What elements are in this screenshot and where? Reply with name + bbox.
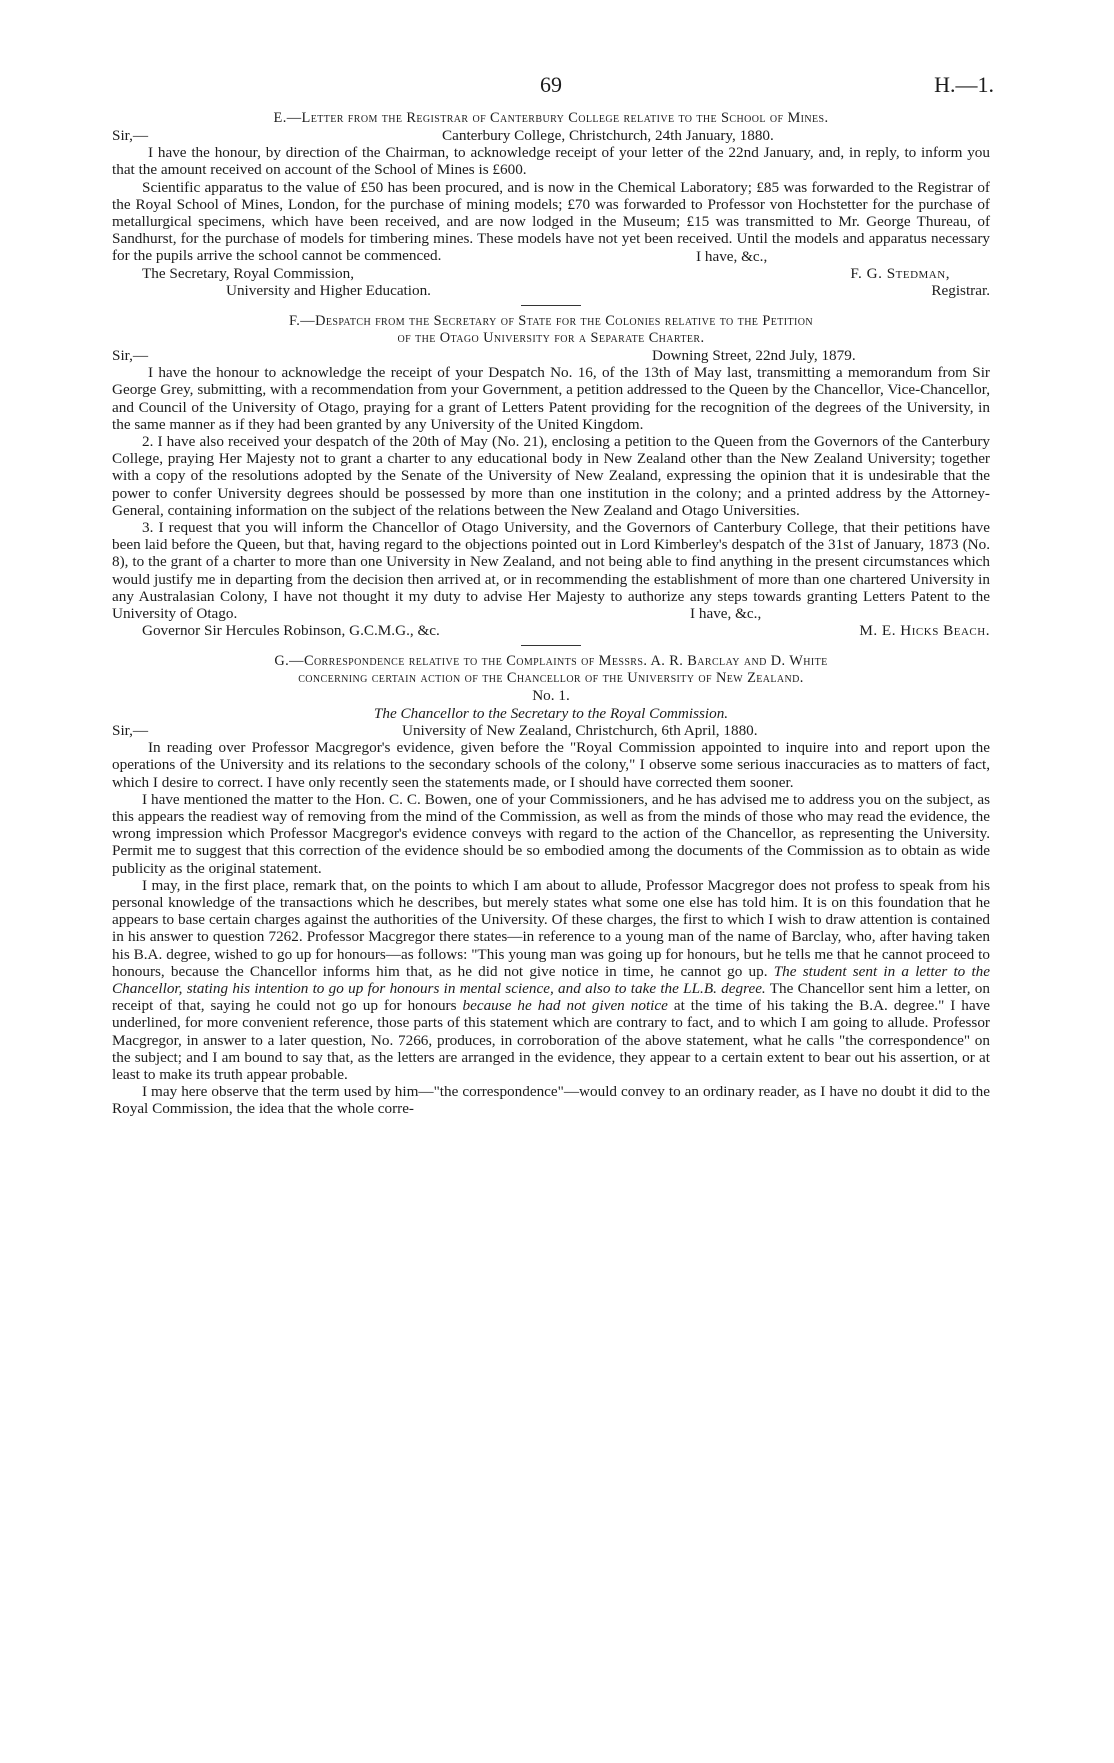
underlined-text: The student sent in a letter to the Chancellor, stating his intention to go up for honours in mental science, and also to take the LL.B. degree.	[112, 962, 990, 997]
underlined-text: because he had not given notice	[462, 997, 668, 1015]
signer-name: F. G. Stedman,	[850, 264, 950, 282]
paragraph: 2. I have also received your despatch of the 20th of May (No. 21), enclosing a petition to the Queen from the Governors of the Canterbury College, praying Her Majesty not to grant a charter to any educational body in New Zealand other than the New Zealand University; together with a copy of the resolutions adopted by the Senate of the University of New Zealand, expressing the opinion that it is undesirable that the power to confer University degrees should be possessed by more than one institution in the colony; and a printed address by the Attorney-General, containing information on the subject of the relations between the New Zealand and Otago Universities.	[112, 433, 990, 519]
closing: I have, &c.,	[690, 605, 762, 623]
letter-address: Canterbury College, Christchurch, 24th January, 1880.	[442, 127, 774, 144]
paragraph: I have mentioned the matter to the Hon. C. C. Bowen, one of your Commissioners, and he has advised me to address you on the subject, as this appears the readiest way of removing from the mind of the Commission, as well as from the minds of those who may read the evidence, the wrong impression which Professor Macgregor's evidence conveys with regard to the action of the Chancellor, as representing the University. Permit me to suggest that this correction of the evidence should be so embodied among the documents of the Commission as to obtain as wide publicity as the original statement.	[112, 790, 990, 877]
letter-number: No. 1.	[532, 687, 570, 705]
section-g-salutation-row	[112, 722, 990, 739]
section-divider	[521, 645, 581, 646]
recipient-line: University and Higher Education.	[226, 281, 431, 299]
signature-block	[112, 247, 990, 282]
salutation: Sir,—	[112, 347, 149, 365]
paragraph: I may here observe that the term used by him—"the correspondence"—would convey to an ordinary reader, as I have no doubt it did to the Royal Commission, the idea that the whole corre-	[112, 1083, 990, 1118]
paragraph: In reading over Professor Macgregor's evidence, given before the "Royal Commission appointed to inquire into and report upon the operations of the University and its relations to the secondary schools of the colony," I observe some serious inaccuracies as to matters of fact, which I desire to correct. I have only recently seen the statements made, or I should have corrected them sooner.	[112, 739, 990, 791]
salutation: Sir,—	[112, 721, 149, 739]
signature-block	[112, 282, 990, 299]
paragraph-text: I may, in the first place, remark that, on the points to which I am about to allude, Professor Macgregor does not profess to speak from his personal knowledge of the transactions which he describes, but merely states what some one else has told him. It is on this foundation that he appears to base certain charges against the authorities of the University. Of these charges, the first to which I wish to draw attention is contained in his answer to question 7262. Professor Macgregor there states—in reference to a young man of the name of Barclay, who, after having taken his B.A. degree, wished to go up for honours—as follows: "This young man was going up for honours, but he tells me that he cannot proceed to honours, because the Chancellor informs him that, as he did not give notice in time, he cannot go up.	[112, 876, 990, 980]
closing: I have, &c.,	[696, 247, 768, 265]
paragraph: I have the honour, by direction of the Chairman, to acknowledge receipt of your letter of the 22nd January, and, in reply, to inform you that the amount received on account of the School of Mines is £600.	[112, 144, 990, 179]
letter-address: University of New Zealand, Christchurch, 6th April, 1880.	[402, 721, 758, 739]
section-f-heading: of the Otago University for a Separate Charter.	[397, 330, 705, 347]
section-g-heading: G.—Correspondence relative to the Complaints of Messrs. A. R. Barclay and D. White	[274, 653, 828, 670]
paragraph: 3. I request that you will inform the Chancellor of Otago University, and the Governors of Canterbury College, that their petitions have been laid before the Queen, but that, having regard to the objections pointed out in Lord Kimberley's despatch of the 31st of January, 1873 (No. 8), to the grant of a charter to more than one University in New Zealand, and not being able to find anything in the present circumstances which would justify me in departing from the decision then arrived at, or in recommending the establishment of more than one chartered University in any Australasian Colony, I have not thought it my duty to advise Her Majesty to authorize any steps towards granting Letters Patent to the University of Otago.	[112, 519, 990, 623]
section-e-heading: E.—Letter from the Registrar of Canterbury College relative to the School of Mines.	[273, 110, 829, 126]
salutation: Sir,—	[112, 127, 149, 144]
letter-address: Downing Street, 22nd July, 1879.	[652, 347, 856, 365]
paragraph	[112, 877, 990, 1083]
signer-name: M. E. Hicks Beach.	[859, 622, 990, 640]
paragraph-text: The Chancellor sent him a letter, on receipt of that, saying he could not go up for honours	[112, 979, 990, 1015]
section-g-heading: concerning certain action of the Chancellor of the University of New Zealand.	[298, 670, 804, 687]
section-f-salutation-row	[112, 347, 990, 364]
paragraph: I have the honour to acknowledge the receipt of your Despatch No. 16, of the 13th of May last, transmitting a memorandum from Sir George Grey, submitting, with a recommendation from your Government, a petition addressed to the Queen by the Chancellor, Vice-Chancellor, and Council of the University of Otago, praying for a grant of Letters Patent providing for the recognition of the degrees of the University, in the same manner as if they had been granted by any University of the United Kingdom.	[112, 364, 990, 433]
paragraph: Scientific apparatus to the value of £50 has been procured, and is now in the Chemical Laboratory; £85 was forwarded to the Registrar of the Royal School of Mines, London, for the purchase of mining models; £70 was forwarded to Professor von Hochstetter for the purchase of metallurgical specimens, which have been received, and are now lodged in the Museum; £15 was transmitted to Mr. George Thureau, of Sandhurst, for the purchase of models for timbering mines. These models have not yet been received. Until the models and apparatus necessary for the pupils arrive the school cannot be commenced.	[112, 178, 990, 265]
recipient-line: The Secretary, Royal Commission,	[142, 264, 355, 282]
recipient-line: Governor Sir Hercules Robinson, G.C.M.G., &c.	[142, 622, 440, 640]
page-number: 69	[540, 72, 562, 97]
section-divider	[521, 305, 581, 306]
signer-title: Registrar.	[931, 281, 990, 299]
paragraph-text: at the time of his taking the B.A. degree." I have underlined, for more convenient reference, those parts of this statement which are contrary to fact, and to which I am going to allude. Professor Macgregor, in answer to a later question, No. 7266, produces, in corroboration of the above statement, what he calls "the correspondence" on the subject; and I am bound to say that, as the letters are arranged in the evidence, they appear to a certain extent to bear out his assertion, or at least to make its truth appear probable.	[112, 997, 990, 1083]
document-reference: H.—1.	[934, 72, 994, 97]
section-f-heading: F.—Despatch from the Secretary of State for the Colonies relative to the Petition	[289, 313, 813, 330]
section-e-salutation-row	[112, 127, 990, 144]
letter-subtitle: The Chancellor to the Secretary to the Royal Commission.	[373, 704, 729, 722]
signature-block	[112, 605, 990, 640]
